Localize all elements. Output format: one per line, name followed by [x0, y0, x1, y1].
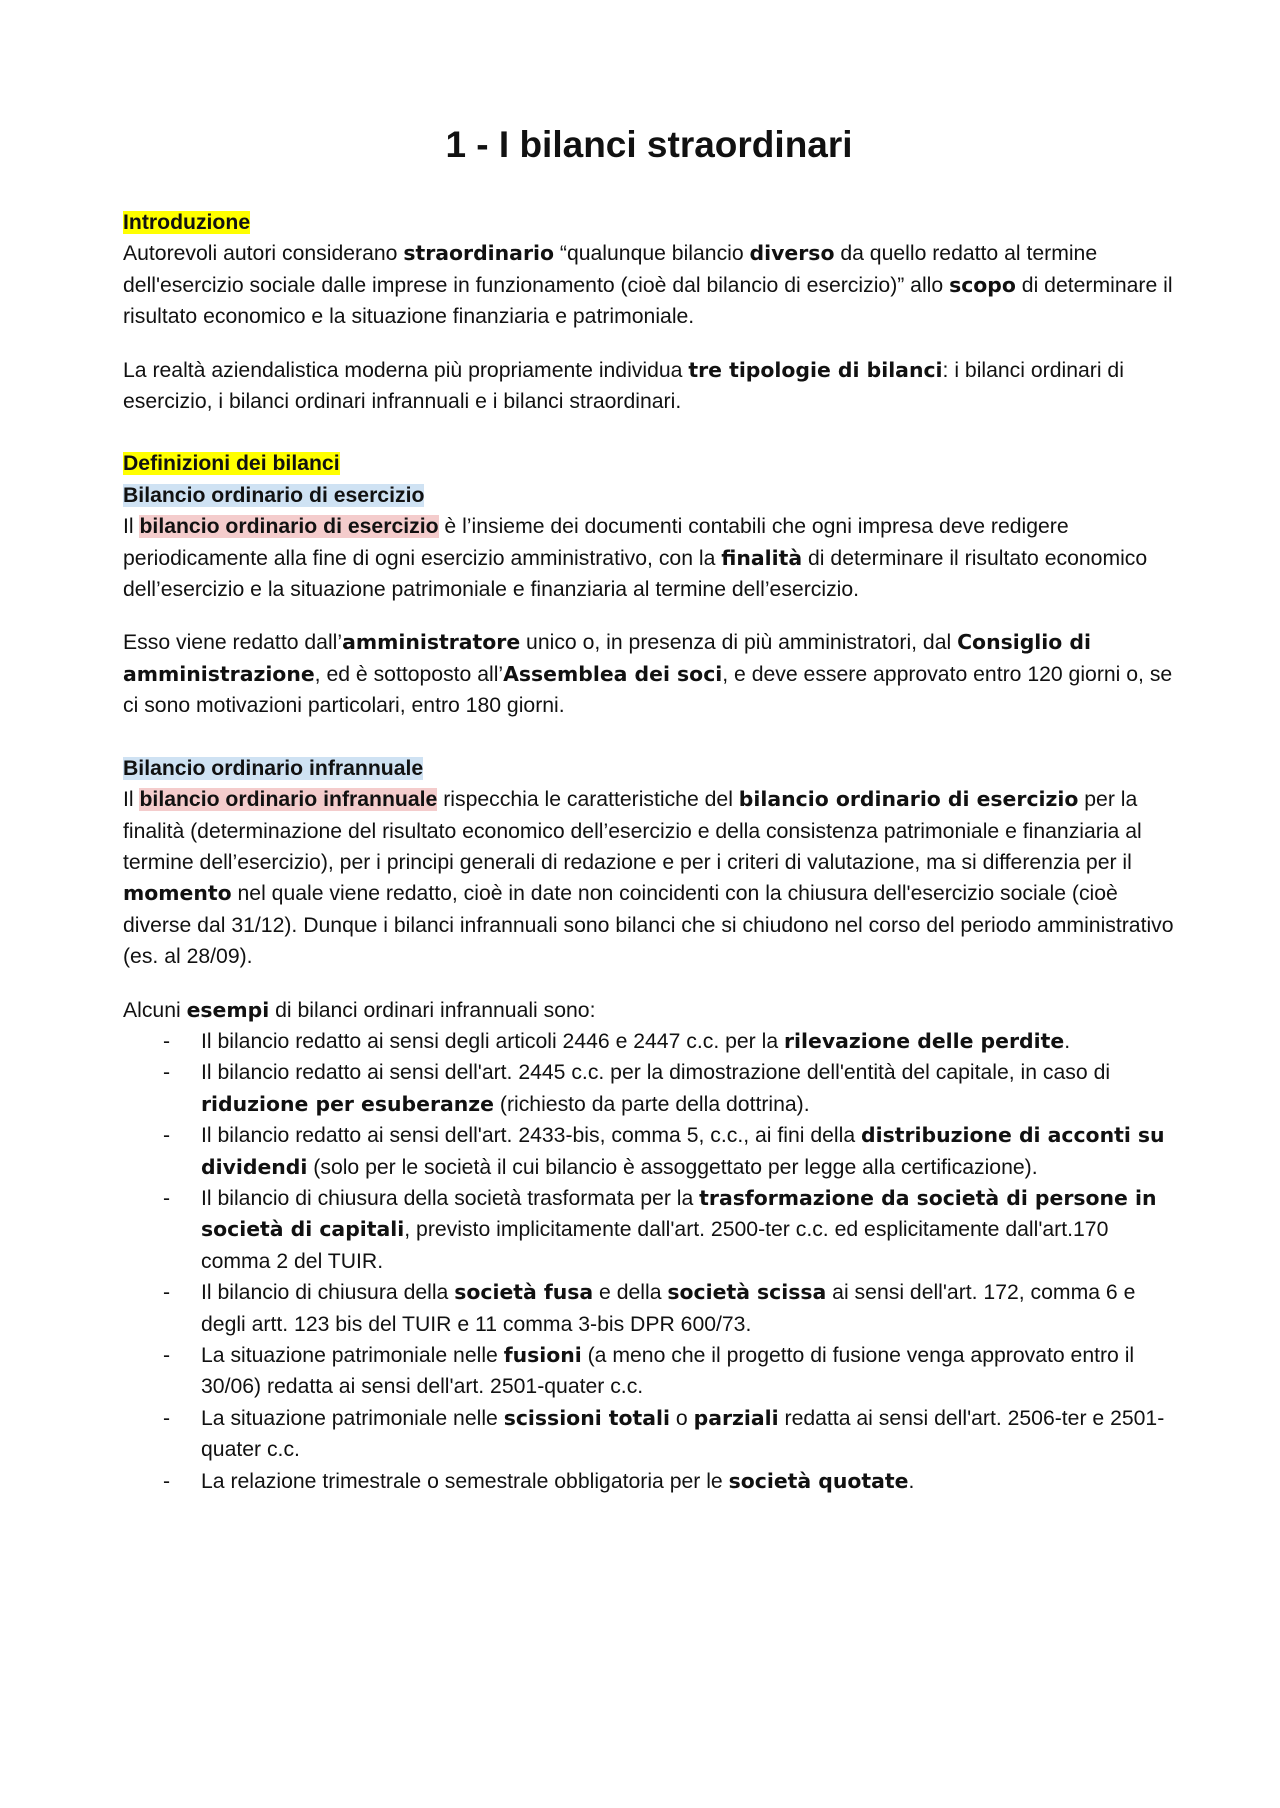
- bold-term: Assemblea dei soci: [503, 661, 723, 686]
- bold-term: società fusa: [454, 1280, 594, 1305]
- text-run: .: [1064, 1029, 1071, 1053]
- intro-paragraph-2: [123, 355, 1175, 418]
- bold-term: Consiglio di amministrazione: [123, 630, 1091, 686]
- example-list-item: [123, 1183, 1175, 1277]
- text-run: Il: [123, 515, 140, 539]
- bold-term: scopo: [949, 272, 1016, 297]
- example-list-item: [123, 1277, 1175, 1340]
- text-run: redatta ai sensi dell'art. 2506-ter e 2501-quater c.c.: [201, 1406, 1165, 1462]
- example-list-item: [123, 1120, 1175, 1183]
- bold-term: società quotate: [728, 1468, 909, 1493]
- text-run: Autorevoli autori considerano: [123, 242, 404, 266]
- bold-term: amministratore: [342, 630, 521, 655]
- text-run: , ed è sottoposto all’: [314, 662, 504, 686]
- text-run: Il bilancio redatto ai sensi dell'art. 2445 c.c. per la dimostrazione dell'entità del capitale, in caso di: [201, 1061, 1111, 1085]
- example-list-item: [123, 1340, 1175, 1403]
- text-run: Esso viene redatto dall’: [123, 631, 343, 655]
- section-heading-introduzione: Introduzione: [123, 211, 251, 234]
- intro-paragraph-1: [123, 238, 1175, 332]
- bold-term: riduzione per esuberanze: [201, 1091, 494, 1116]
- infrannuale-paragraph-1: [123, 784, 1175, 972]
- bold-term: fusioni: [503, 1343, 582, 1367]
- subheading-bilancio-esercizio: Bilancio ordinario di esercizio: [123, 483, 425, 507]
- text-run: La situazione patrimoniale nelle: [201, 1344, 504, 1367]
- text-run: di bilanci ordinari infrannuali sono:: [269, 998, 596, 1022]
- text-run: rispecchia le caratteristiche del: [437, 788, 739, 812]
- bold-term: esempi: [186, 997, 270, 1022]
- example-list-item: [123, 1403, 1175, 1466]
- bold-term: società scissa: [667, 1280, 827, 1305]
- page-title: 1 - I bilanci straordinari: [445, 124, 853, 165]
- text-run: (solo per le società il cui bilancio è assoggettato per legge alla certificazione).: [307, 1155, 1038, 1179]
- bold-term: scissioni totali: [503, 1405, 671, 1430]
- example-list-item: [123, 1466, 1175, 1497]
- bold-term: bilancio ordinario di esercizio: [738, 787, 1079, 812]
- section-heading-definizioni: Definizioni dei bilanci: [123, 452, 340, 476]
- text-run: Il bilancio di chiusura della società trasformata per la: [201, 1186, 700, 1210]
- example-list-item: [123, 1057, 1175, 1120]
- text-run: per la finalità (determinazione del risultato economico dell’esercizio e della consistenza patrimoniale e finanziaria al termine dell’esercizio), per i principi generali di redazione e per i criteri di valutazione, ma si differenzia per il: [123, 788, 1142, 874]
- subheading-bilancio-infrannuale: Bilancio ordinario infrannuale: [123, 756, 424, 780]
- text-run: nel quale viene redatto, cioè in date non coincidenti con la chiusura dell'esercizio sociale (cioè diverse dal 31/12). Dunque i bilanci infrannuali sono bilanci che si chiudono nel corso del periodo amministrativo (es. al 28/09).: [123, 882, 1174, 969]
- text-run: di determinare il risultato economico e la situazione finanziaria e patrimoniale.: [123, 273, 1173, 329]
- text-run: è l’insieme dei documenti contabili che ogni impresa deve redigere periodicamente alla fine di ogni esercizio amministrativo, con la: [123, 515, 1069, 570]
- examples-intro: [123, 995, 1175, 1026]
- text-run: Alcuni: [123, 998, 187, 1022]
- text-run: , e deve essere approvato entro 120 giorni o, se ci sono motivazioni particolari, entro 180 giorni.: [123, 662, 1173, 718]
- bold-term: rilevazione delle perdite: [784, 1028, 1065, 1053]
- text-run: unico o, in presenza di più amministratori, dal: [520, 631, 958, 655]
- text-run: (richiesto da parte della dottrina).: [494, 1092, 810, 1116]
- esercizio-paragraph-1: [123, 511, 1175, 605]
- text-run: di determinare il risultato economico dell’esercizio e la situazione patrimoniale e finanziaria al termine dell’esercizio.: [123, 546, 1148, 602]
- bold-term: distribuzione di acconti su dividendi: [201, 1123, 1165, 1179]
- bold-term: diverso: [749, 241, 835, 266]
- highlighted-term: bilancio ordinario di esercizio: [139, 515, 439, 539]
- text-run: , previsto implicitamente dall'art. 2500-ter c.c. ed esplicitamente dall'art.170 comma 2 del TUIR.: [201, 1218, 1109, 1273]
- text-run: Il: [123, 788, 140, 812]
- text-run: o: [670, 1406, 694, 1430]
- bold-term: trasformazione da società di persone in società di capitali: [201, 1185, 1157, 1242]
- bold-term: momento: [123, 881, 232, 906]
- text-run: .: [908, 1469, 915, 1493]
- text-run: ai sensi dell'art. 172, comma 6 e degli artt. 123 bis del TUIR e 11 comma 3-bis DPR 600/73.: [201, 1281, 1136, 1336]
- text-run: Il bilancio redatto ai sensi degli articoli 2446 e 2447 c.c. per la: [201, 1029, 784, 1053]
- text-run: “qualunque bilancio: [554, 242, 750, 266]
- text-run: La situazione patrimoniale nelle: [201, 1406, 504, 1430]
- text-run: da quello redatto al termine dell'esercizio sociale dalle imprese in funzionamento (cioè dal bilancio di esercizio)” allo: [123, 242, 1098, 297]
- document-page: [123, 120, 1175, 1497]
- esercizio-paragraph-2: [123, 627, 1175, 721]
- bold-term: straordinario: [403, 241, 554, 266]
- bold-term: finalità: [721, 545, 803, 570]
- highlighted-term: bilancio ordinario infrannuale: [139, 788, 438, 812]
- text-run: (a meno che il progetto di fusione venga approvato entro il 30/06) redatta ai sensi dell'art. 2501-quater c.c.: [201, 1344, 1135, 1399]
- text-run: La realtà aziendalistica moderna più propriamente individua: [123, 358, 689, 382]
- text-run: Il bilancio di chiusura della: [201, 1281, 455, 1305]
- text-run: : i bilanci ordinari di esercizio, i bilanci ordinari infrannuali e i bilanci straordinari.: [123, 358, 1124, 414]
- example-list-item: [123, 1026, 1175, 1057]
- text-run: e della: [593, 1281, 668, 1305]
- bold-term: tre tipologie di bilanci: [688, 357, 943, 382]
- bold-term: parziali: [693, 1405, 779, 1430]
- text-run: La relazione trimestrale o semestrale obbligatoria per le: [201, 1469, 729, 1493]
- text-run: Il bilancio redatto ai sensi dell'art. 2433-bis, comma 5, c.c., ai fini della: [201, 1124, 861, 1148]
- examples-list: [123, 1026, 1175, 1497]
